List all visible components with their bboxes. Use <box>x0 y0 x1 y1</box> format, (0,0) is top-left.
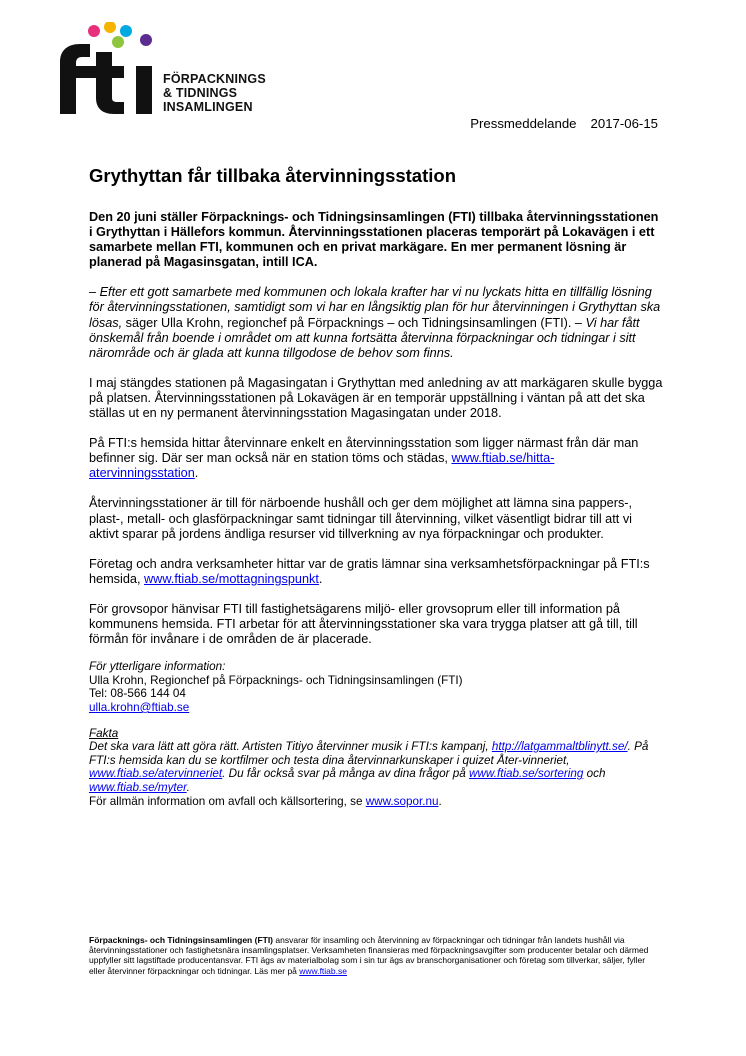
website-paragraph: På FTI:s hemsida hittar återvinnare enkelt en återvinningsstation som ligger närmast från där man befinner sig. Där ser man också när en station töms och städas, www.ftiab.se/hitta- atervinningsstation. <box>89 436 639 481</box>
facts-heading: Fakta <box>89 726 119 740</box>
contact-name: Ulla Krohn, Regionchef på Förpacknings- och Tidningsinsamlingen (FTI) <box>89 673 463 687</box>
footer-boilerplate <box>89 935 659 976</box>
sorting-link[interactable]: www.ftiab.se/sortering <box>469 767 584 781</box>
footer-org: Förpacknings- och Tidningsinsamlingen (FTI) <box>89 935 274 945</box>
myths-link[interactable]: www.ftiab.se/myter <box>89 780 187 794</box>
document-type: Pressmeddelande <box>470 116 577 131</box>
closure-paragraph: I maj stängdes stationen på Magasingatan i Grythyttan med anledning av att markägaren skulle bygga på platsen. Återvinningsstationen på Lokavägen är en temporär uppställning i väntan på att det ska ställas ut en ny permanent återvinningsstation Magasingatan under 2018. <box>89 375 663 421</box>
logo-wordmark <box>163 72 266 114</box>
bulky-waste-paragraph: För grovsopor hänvisar FTI till fastighetsägarens miljö- eller grovsoprum eller till information på kommunens hemsida. FTI arbetar för att återvinningsstationer ska vara trygga platser att gå till, till förmån för invånare i de områden de är placerade. <box>89 601 638 647</box>
logo-line: & TIDNINGS <box>163 86 238 100</box>
logo-dot-pink <box>88 25 100 37</box>
contact-heading: För ytterligare information: <box>89 660 226 674</box>
facts-block <box>89 727 664 809</box>
drop-off-points-link[interactable]: www.ftiab.se/mottagningspunkt <box>144 571 319 586</box>
contact-phone: Tel: 08-566 144 04 <box>89 687 186 701</box>
logo-line: FÖRPACKNINGS <box>163 72 266 86</box>
press-release-body <box>89 210 664 808</box>
quote-part-2: – Vi har fått önskemål från boende i området om att kunna fortsätta återvinna förpackningar och tidningar i sitt närområde och är glada att kunna tillgodose de behov som finns. <box>89 315 640 360</box>
purpose-paragraph: Återvinningsstationer är till för närboende hushåll och ger dem möjlighet att lämna sina pappers-, plast-, metall- och glasförpackningar samt tidningar till återvinning, vilket väsentligt bidrar till att vi aktivt sparar på jordens ändliga resurser vid tillverkning av nya förpackningar och produkter. <box>89 496 633 541</box>
logo-line: INSAMLINGEN <box>163 100 253 114</box>
contact-email-link[interactable]: ulla.krohn@ftiab.se <box>89 700 190 714</box>
logo-dot-blue <box>120 25 132 37</box>
logo-dot-green <box>112 36 124 48</box>
logo-dot-yellow <box>104 22 116 33</box>
quote-attribution: säger Ulla Krohn, regionchef på Förpacknings – och Tidningsinsamlingen (FTI). <box>122 315 575 330</box>
quiz-link[interactable]: www.ftiab.se/atervinneriet <box>89 767 223 781</box>
business-paragraph: Företag och andra verksamheter hittar var de gratis lämnar sina verksamhetsförpackningar på FTI:s hemsida, www.ftiab.se/mottagningspunkt. <box>89 556 650 586</box>
contact-block <box>89 660 664 714</box>
logo-dot-purple <box>140 34 152 46</box>
footer-text: ansvarar för insamling och återvinning av förpackningar och tidningar från landets hushåll via återvinningsstationer och fastighetsnära insamlingsplatser. Verksamheten finansieras med förpackningsavgifter som producenter betalar och därmed uppfyller sitt lagstiftade producentansvar. FTI ägs av materialbolag som i sin tur ägs av branschorganisationer och företag som tillverkar, säljer, fyller eller återvinner förpackningar och tidningar. Läs mer på <box>89 935 649 976</box>
quote-paragraph <box>89 285 664 360</box>
press-header <box>470 116 658 131</box>
lead-paragraph: Den 20 juni ställer Förpacknings- och Tidningsinsamlingen (FTI) tillbaka återvinningsstationen i Grythyttan i Hällefors kommun. Återvinningsstationen placeras temporärt på Lokavägen i ett samarbete mellan FTI, kommunen och en privat markägare. En mer permanent lösning är planerad på Magasinsgatan, intill ICA. <box>89 210 659 270</box>
page-title: Grythyttan får tillbaka återvinningsstation <box>89 165 456 186</box>
document-date: 2017-06-15 <box>590 116 658 131</box>
facts-text: Det ska vara lätt att göra rätt. Artisten Titiyo återvinner musik i FTI:s kampanj, http://latgammaltblinytt.se/. På FTI:s hemsida kan du se kortfilmer och testa dina återvinnarkunskaper i quizet Åter-vinneriet, www.ftiab.se/atervinneriet. Du får också svar på många av dina frågor på www.ftiab.se/sortering och www.ftiab.se/myter. <box>89 740 649 794</box>
find-station-link[interactable]: www.ftiab.se/hitta- atervinningsstation <box>89 451 555 481</box>
sopor-link[interactable]: www.sopor.nu <box>365 794 439 808</box>
general-info: För allmän information om avfall och källsortering, se www.sopor.nu. <box>89 794 442 808</box>
footer-website-link[interactable]: www.ftiab.se <box>299 965 347 976</box>
campaign-link[interactable]: http://latgammaltblinytt.se/ <box>491 740 628 754</box>
quote-part-1: – Efter ett gott samarbete med kommunen och lokala krafter har vi nu lyckats hitta en tillfällig lösning för återvinningsstationen, samtidigt som vi har en långsiktig plan för hur återvinningen i Grythyttan ska lösas, <box>89 285 661 330</box>
